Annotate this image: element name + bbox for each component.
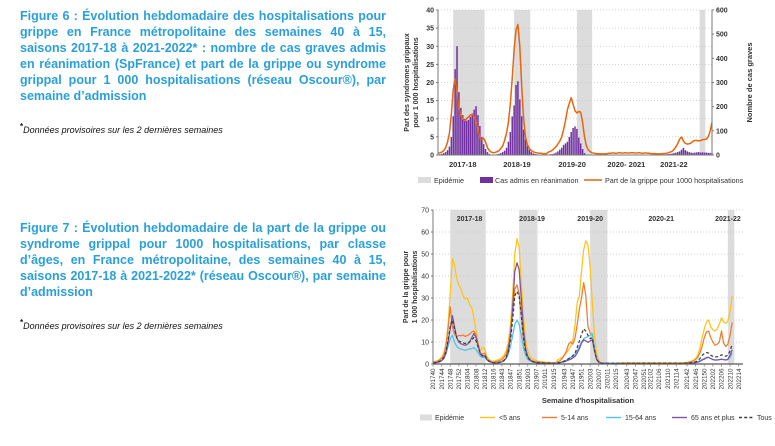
left-axis-title: pour 1 000 hospitalisations <box>413 37 420 127</box>
x-tick-label: 201907 <box>534 368 541 390</box>
figure7-note <box>20 318 223 331</box>
icu-bar <box>683 148 685 155</box>
x-tick-label: 201843 <box>499 368 506 390</box>
y-tick-label: 10 <box>421 340 429 347</box>
x-tick-label: 202106 <box>656 368 663 390</box>
legend-icu-label: Cas admis en réanimation <box>495 176 579 185</box>
x-tick-label: 202102 <box>648 368 655 390</box>
left-tick-label: 25 <box>426 62 434 69</box>
icu-bar <box>561 148 563 155</box>
right-tick-label: 100 <box>716 128 728 135</box>
season-label: 2017-18 <box>457 216 483 223</box>
legend-epidemic-label: Epidémie <box>434 176 464 185</box>
x-tick-label: 201808 <box>473 368 480 390</box>
icu-bar <box>510 132 512 155</box>
x-tick-label: 202114 <box>673 368 680 389</box>
left-tick-label: 30 <box>426 44 434 51</box>
figure6-note <box>20 122 223 135</box>
season-label: 2021-22 <box>660 160 688 169</box>
icu-bar <box>506 148 508 155</box>
icu-bar <box>679 151 681 155</box>
x-tick-label: 202003 <box>587 368 594 390</box>
icu-bar <box>572 128 574 155</box>
x-tick-label: 201744 <box>439 368 446 390</box>
x-tick-label: 202206 <box>719 368 726 390</box>
x-tick-label: 201812 <box>482 368 489 390</box>
right-tick-label: 200 <box>716 104 728 111</box>
left-tick-label: 20 <box>426 80 434 87</box>
icu-bar <box>557 151 559 155</box>
x-tick-label: 201911 <box>542 368 549 389</box>
figure7-caption: Figure 7 : Évolution hebdomadaire de la part de la grippe ou syndrome grippal pour 1000 hospitalisations, par classe d’âges, en France métropolitaine, des semaines 40 à 15, saisons 2017-18 à 2021-2022* (réseau Oscour®), par semaine d’admission <box>20 220 386 300</box>
figure7-note-star: * <box>20 318 23 327</box>
x-tick-label: 202142 <box>684 368 691 390</box>
icu-bar <box>485 149 487 155</box>
x-tick-label: 202214 <box>736 368 743 390</box>
right-tick-label: 400 <box>716 56 728 63</box>
left-tick-label: 5 <box>430 134 434 141</box>
icu-bar <box>681 150 683 155</box>
x-tick-label: 202146 <box>693 368 700 390</box>
icu-bar <box>508 142 510 155</box>
epidemic-band <box>450 210 486 364</box>
legend-icu-swatch <box>480 177 493 183</box>
y-tick-label: 50 <box>421 252 429 259</box>
x-tick-label: 202051 <box>641 368 648 390</box>
figure6-chart-svg <box>400 0 775 196</box>
icu-bar <box>582 149 584 155</box>
figure7-note-text: Données provisoires sur les 2 dernières semaines <box>23 321 223 331</box>
season-label: 2019-20 <box>558 160 586 169</box>
icu-bar <box>521 116 523 155</box>
icu-bar <box>687 151 689 155</box>
icu-bar <box>565 143 567 155</box>
icu-bar <box>523 130 525 155</box>
legend-15-64-label: 15-64 ans <box>625 415 657 422</box>
season-label: 2018-19 <box>519 216 545 223</box>
x-tick-label: 201903 <box>525 368 532 390</box>
figure7-chart-svg <box>400 196 775 441</box>
legend-epidemic-swatch <box>420 415 432 421</box>
icu-bar <box>569 137 571 155</box>
x-tick-label: 201752 <box>456 368 463 390</box>
right-tick-label: 500 <box>716 32 728 39</box>
x-tick-label: 202011 <box>605 368 612 389</box>
x-tick-label: 201847 <box>508 368 515 390</box>
legend-under5-label: <5 ans <box>499 415 521 422</box>
icu-bar <box>477 115 479 155</box>
x-tick-label: 201915 <box>551 368 558 390</box>
right-tick-label: 300 <box>716 80 728 87</box>
x-tick-label: 201740 <box>430 368 437 390</box>
icu-bar <box>563 145 565 155</box>
right-tick-label: 0 <box>716 153 720 160</box>
x-tick-label: 202202 <box>710 368 717 390</box>
y-tick-label: 70 <box>421 208 429 215</box>
left-axis-title: Part des syndromes grippaux <box>404 33 411 132</box>
season-label: 2020-21 <box>648 216 674 223</box>
icu-bar <box>449 147 451 155</box>
y-axis-title: Part de la grippe pour <box>403 251 410 324</box>
icu-bar <box>475 106 477 155</box>
icu-bar <box>576 129 578 155</box>
season-label: 2020- 2021 <box>607 160 645 169</box>
icu-bar <box>451 137 453 155</box>
legend <box>418 176 744 185</box>
x-tick-label: 202110 <box>665 368 672 389</box>
x-tick-label: 201851 <box>516 368 523 390</box>
y-tick-label: 30 <box>421 296 429 303</box>
legend-epidemic-label: Epidémie <box>435 415 464 422</box>
left-tick-label: 35 <box>426 26 434 33</box>
x-tick-label: 202015 <box>613 368 620 390</box>
y-tick-label: 60 <box>421 230 429 237</box>
left-tick-label: 10 <box>426 116 434 123</box>
figure6-caption: Figure 6 : Évolution hebdomadaire des hospitalisations pour grippe en France métropolitaine des semaines 40 à 15, saisons 2017-18 à 2021-2022* : nombre de cas graves admis en réanimation (SpFrance) et part de la grippe ou syndrome grippal pour 1 000 hospitalisations (réseau Oscour®), par semaine d’admission <box>20 8 386 104</box>
icu-bar <box>515 85 517 155</box>
icu-bar <box>529 150 531 155</box>
x-tick-label: 202043 <box>624 368 631 390</box>
legend-65plus-label: 65 ans et plus <box>691 415 735 422</box>
figure7-chart <box>400 196 775 441</box>
right-axis-title: Nombre de cas graves <box>745 42 754 122</box>
icu-bar <box>483 144 485 155</box>
icu-bar <box>470 117 472 155</box>
icu-bar <box>570 132 572 155</box>
icu-bar <box>462 115 464 155</box>
icu-bar <box>685 150 687 155</box>
icu-bar <box>513 105 515 155</box>
season-label: 2017-18 <box>449 160 477 169</box>
x-tick-label: 202007 <box>596 368 603 390</box>
left-tick-label: 40 <box>426 8 434 15</box>
figure6-note-star: * <box>20 122 23 131</box>
x-tick-label: 201951 <box>579 368 586 390</box>
icu-bar <box>511 116 512 155</box>
icu-bar <box>447 150 449 155</box>
figure6-chart <box>400 0 775 196</box>
icu-bar <box>578 138 580 155</box>
x-tick-label: 201947 <box>570 368 577 390</box>
icu-bar <box>472 113 474 155</box>
icu-bar <box>466 121 468 155</box>
left-tick-label: 0 <box>430 153 434 160</box>
season-label: 2019-20 <box>577 216 603 223</box>
x-tick-label: 202210 <box>727 368 734 390</box>
season-label: 2018-19 <box>503 160 531 169</box>
x-tick-label: 202047 <box>633 368 640 390</box>
icu-bar <box>580 143 582 155</box>
right-tick-label: 600 <box>716 8 728 15</box>
icu-bar <box>452 116 454 155</box>
x-tick-label: 202150 <box>701 368 708 390</box>
legend-epidemic-swatch <box>418 177 431 183</box>
icu-bar <box>464 119 466 155</box>
icu-bar <box>517 81 519 155</box>
x-tick-label: 201748 <box>447 368 454 390</box>
x-axis-title: Semaine d'hospitalisation <box>542 396 635 405</box>
icu-bar <box>504 151 506 155</box>
icu-bar <box>567 142 569 155</box>
y-axis-title: 1 000 hospitalisations <box>412 251 419 324</box>
icu-bar <box>479 126 481 155</box>
season-label: 2021-22 <box>715 216 741 223</box>
y-tick-label: 20 <box>421 318 429 325</box>
icu-bar <box>559 150 561 155</box>
legend-tous-label: Tous <box>757 415 772 422</box>
y-tick-label: 40 <box>421 274 429 281</box>
legend <box>420 415 772 423</box>
icu-bar <box>468 120 470 155</box>
figure6-note-text: Données provisoires sur les 2 dernières semaines <box>23 125 223 135</box>
left-tick-label: 15 <box>426 98 434 105</box>
icu-bar <box>574 126 576 155</box>
x-tick-label: 201943 <box>562 368 569 390</box>
legend-flu-line-label: Part de la grippe pour 1000 hospitalisations <box>605 176 744 185</box>
legend-5-14-label: 5-14 ans <box>561 415 589 422</box>
x-tick-label: 201816 <box>490 368 497 390</box>
icu-bar <box>519 99 521 155</box>
x-tick-label: 201804 <box>465 368 472 390</box>
y-tick-label: 0 <box>425 362 429 369</box>
